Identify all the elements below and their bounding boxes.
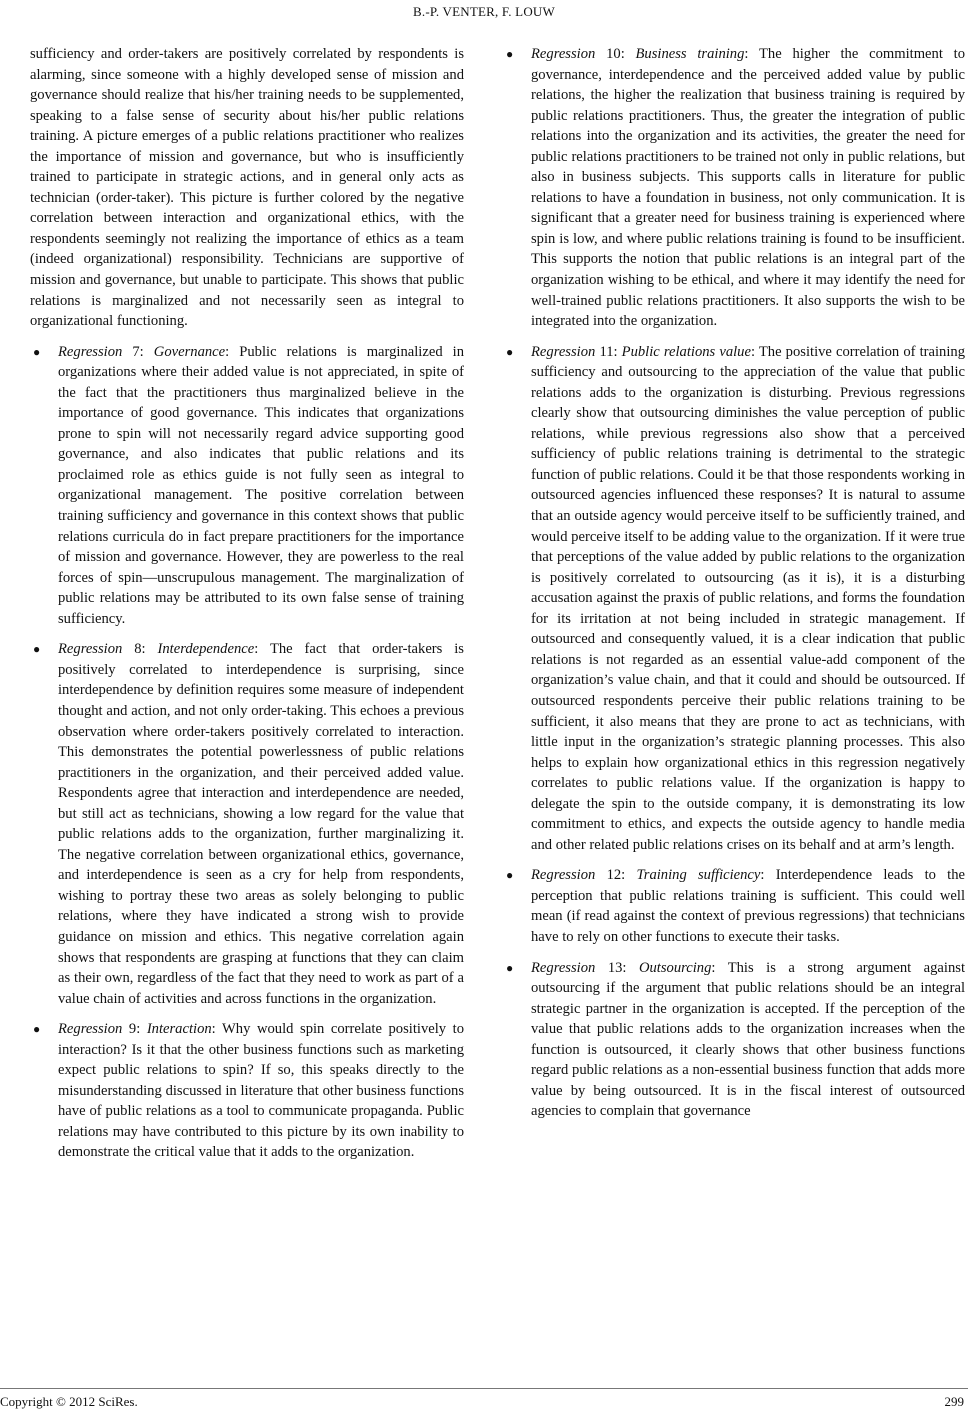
- bullet-icon: ●: [33, 1022, 41, 1037]
- regression-number: 8: [134, 641, 142, 658]
- regression-text: The positive correlation of training sufficiency and outsourcing to the appreciation of the value that public relations adds to the organization is disturbing. Previous regressions clearly show that outsourcing diminishes the value perception of public relations, while previous regressions also show that a perceived sufficiency of public relations training is detrimental to the strategic function of public relations. Could it be that those respondents working in outsourced agencies influenced these responses? It is natural to assume that an outside agency would perceive itself to be sufficiently trained, and would perceive itself to be adding value to the organization. If it were true that perceptions of the value added by public relations to the organization is positively correlated to outsourcing (as it is), it is a disturbing accusation against the praxis of public relations, and forms the foundation for its irritation at not being included in strategic management. If outsourced and consequently valued, it is a clear indication that public relations is not regarded as an essential value-add component of the organization’s value chain, and that it could and should be outsourced. If outsourced respondents perceive their public relations training to be sufficient, it also means that they are prone to act as technicians, with little input in the organization’s strategic planning processes. This also helps to explain how organizational ethics in this regression negatively correlates to public relations value. If the organization is happy to delegate the spin to the outside company, it is demonstrating its low commitment to ethics, and expects the outside agency to handle media and other related public relations crises on its behalf and at arm’s length.: [531, 343, 965, 853]
- regression-number: 9: [128, 1021, 137, 1038]
- regression-number: 10: [606, 46, 621, 62]
- bullet-icon: ●: [33, 642, 41, 657]
- regression-label: Regression: [531, 959, 596, 976]
- running-header: B.-P. VENTER, F. LOUW: [413, 4, 555, 19]
- bullet-icon: ●: [33, 344, 41, 359]
- regression-item-10: ● Regression 10: Business training: The higher the commitment to governance, interdependence and the perceived added value by public relations, the higher the realization that business training is required by public relations practitioners. Thus, the greater the integration of public relations into the organization and its activities, the greater the need for public relations practitioners to be trained not only in public relations, but also in business subjects. This supports calls in literature for public relations to have a foundation in business, not only communication. It is significant that a greater need for business training is experienced where spin is low, and where public relations training is found to be insufficient. This supports the notion that public relations is an integral part of the organization wishing to be ethical, and where it may identify the need for well-trained public relations practitioners. It also supports the wish to be integrated into the organization.: [506, 46, 965, 330]
- copyright-notice: Copyright © 2012 SciRes.: [0, 1394, 138, 1409]
- regression-text: The fact that order-takers is positively correlated to interdependence is surprising, since interdependence by definition requires some measure of independent thought and action, and not only order-taking. This echoes a previous observation where order-takers positively correlated to interaction. This demonstrates the potential powerlessness of public relations practitioners in the organization, and their perceived added value. Respondents agree that interaction and interdependence are needed, but still act as technicians, showing a low regard for the value that public relations adds to the organization, further marginalizing it. The negative correlation between organizational ethics, governance, and interdependence is seen as a cry for help from respondents, wishing to portray these two areas as solely belonging to public relations, where they have indicated a strong wish to provide guidance on mission and ethics. This negative correlation again shows that respondents are grasping at functions that they can claim as their own, regardless of the fact that they need to work as part of a value chain of activities and across functions in the organization.: [58, 641, 464, 1007]
- regression-list-right: [503, 44, 965, 1122]
- bullet-icon: ●: [506, 344, 514, 359]
- bullet-icon: ●: [506, 47, 514, 61]
- regression-text: Interdependence leads to the perception that public relations training is sufficient. This could well mean (if read against the context of previous regressions) that technicians have to rely on other functions to execute their tasks.: [531, 867, 965, 945]
- regression-label: Regression: [531, 343, 596, 360]
- regression-label: Regression: [58, 343, 123, 360]
- regression-label: Regression: [58, 1021, 123, 1038]
- page-number: 299: [944, 1394, 964, 1409]
- regression-number: 11: [599, 343, 614, 360]
- regression-item-8: ● Regression 8: Interdependence: The fact that order-takers is positively correlated to interdependence is surprising, since interdependence by definition requires some measure of independent thought and action, and not only order-taking. This echoes a previous observation where order-takers positively correlated to interaction. This demonstrates the potential powerlessness of public relations practitioners in the organization, and their perceived added value. Respondents agree that interaction and interdependence are needed, but still act as technicians, showing a low regard for the value that public relations adds to the organization, further marginalizing it. The negative correlation between organizational ethics, governance, and interdependence is seen as a cry for help from respondents, wishing to portray these two areas as solely belonging to public relations, where they have indicated a strong wish to provide guidance on mission and ethics. This negative correlation again shows that respondents are grasping at functions that they can claim as their own, regardless of the fact that they need to work as part of a value chain of activities and across functions in the organization.: [33, 641, 464, 1007]
- regression-number: 13: [607, 959, 623, 976]
- regression-topic: Governance: [153, 343, 226, 360]
- regression-text: This is a strong argument against outsourcing if the argument that public relations should be an integral strategic partner in the organization is accepted. If the perception of the value that public relations adds to the organization increases when the function is outsourced, it clearly shows that other business functions regard public relations as a non-essential business function that adds more value by being outsourced. It is in the fiscal interest of outsourced agencies to complain that governance: [531, 959, 965, 1120]
- regression-item-9: ● Regression 9: Interaction: Why would spin correlate positively to interaction? Is it that the other business functions such as marketing expect public relations to spin? If so, this speaks directly to the misunderstanding discussed in literature that other business functions have of public relations as a tool to communicate propaganda. Public relations may have contributed to this picture by its own inability to demonstrate the critical value that it adds to the organization.: [33, 1021, 464, 1161]
- regression-topic: Business training: [635, 46, 745, 62]
- right-column: [503, 44, 965, 1122]
- regression-item-12: ● Regression 12: Training sufficiency: Interdependence leads to the perception that public relations training is sufficient. This could well mean (if read against the context of previous regressions) that technicians have to rely on other functions to execute their tasks.: [506, 867, 965, 945]
- regression-topic: Interdependence: [157, 641, 255, 658]
- regression-text: Public relations is marginalized in organizations where their added value is not appreciated, in spite of the fact that the practitioners thus marginalized believe in the importance of good governance. This indicates that organizations prone to spin will not necessarily regard advice supporting good governance, and also indicates that public relations and its proclaimed role as ethics guide is not fully seen as integral to organizational management. The positive correlation between training sufficiency and governance in this context shows that public relations curricula do in fact prepare practitioners for the importance of mission and governance. However, they are powerless to the real forces of spin—unscrupulous management. The marginalization of public relations may be attributed to its own false sense of training sufficiency.: [58, 343, 465, 627]
- regression-topic: Outsourcing: [638, 959, 712, 976]
- regression-text: Why would spin correlate positively to interaction? Is it that the other business functions such as marketing expect public relations to spin? If so, this speaks directly to the misunderstanding discussed in literature that other business functions have of public relations as a tool to communicate propaganda. Public relations may have contributed to this picture by its own inability to demonstrate the critical value that it adds to the organization.: [58, 1021, 464, 1161]
- regression-label: Regression: [531, 867, 596, 884]
- regression-label: Regression: [531, 46, 596, 62]
- regression-topic: Interaction: [146, 1021, 212, 1038]
- regression-list-left: [30, 342, 464, 1163]
- left-column: [30, 44, 464, 1163]
- regression-number: 7: [132, 343, 140, 360]
- footer-divider: [0, 1388, 968, 1389]
- bullet-icon: ●: [506, 868, 514, 883]
- bullet-icon: ●: [506, 960, 514, 975]
- regression-item-11: ● Regression 11: Public relations value: The positive correlation of training sufficiency and outsourcing to the appreciation of the value that public relations adds to the organization is disturbing. Previous regressions clearly show that outsourcing diminishes the value perception of public relations, while previous regressions also show that a perceived sufficiency of public relations training is detrimental to the strategic function of public relations. Could it be that those respondents working in outsourced agencies influenced these responses? It is natural to assume that an outside agency would perceive itself to be sufficiently trained, and would perceive itself to be adding value to the organization. If it were true that perceptions of the value added by public relations to the organization is positively correlated to outsourcing (as it is), it is a disturbing accusation against the praxis of public relations, and forms the foundation for its irritation at not being included in strategic management. If outsourced and consequently valued, it is a clear indication that public relations is not regarded as an essential value-add component of the organization’s value chain, and that it could and should be outsourced. If outsourced respondents perceive their public relations training to be sufficient, it also means that they are prone to act as technicians, with little input in the organization’s strategic planning processes. This also helps to explain how organizational ethics in this regression negatively correlates to public relations value. If the organization is happy to delegate the spin to the outside company, it is demonstrating its low commitment to ethics, and expects the outside agency to handle media and other related public relations crises on its behalf and at arm’s length.: [506, 343, 965, 853]
- regression-label: Regression: [58, 641, 123, 658]
- regression-text: The higher the commitment to governance, interdependence and the perceived added value by public relations, the higher the realization that business training is required by public relations practitioners. Thus, the greater the integration of public relations into the organization and its activities, the greater the need for public relations practitioners to be trained not only in public relations, but also in business subjects. This supports calls in literature for public relations to have a foundation in business, not only communication. It is significant that a greater need for business training is experienced where spin is low, and where public relations training is found to be insufficient. This supports the notion that public relations is an integral part of the organization wishing to be ethical, and where it may identify the need for well-trained public relations practitioners. It also supports the wish to be integrated into the organization.: [531, 46, 965, 330]
- regression-topic: Public relations value: [621, 343, 751, 360]
- regression-number: 12: [606, 867, 622, 884]
- intro-paragraph: sufficiency and order-takers are positively correlated by respondents is alarming, since someone with a highly developed sense of mission and governance should realize that his/her training needs to be supplemented, speaking to a false sense of security about his/her public relations training. A picture emerges of a public relations practitioner who realizes the importance of mission and governance, but who is insufficiently trained to participate in strategic actions, and in general only acts as technician (order-taker). This picture is further colored by the negative correlation between interaction and organizational ethics, with the respondents seemingly not realizing the importance of ethics as a team (indeed organizational) responsibility. Technicians are supportive of mission and governance, but unable to participate. This shows that public relations is marginalized and not necessarily seen as integral to organizational functioning.: [30, 46, 464, 330]
- regression-item-7: ● Regression 7: Governance: Public relations is marginalized in organizations where their added value is not appreciated, in spite of the fact that the practitioners thus marginalized believe in the importance of good governance. This indicates that organizations prone to spin will not necessarily regard advice supporting good governance, and also indicates that public relations and its proclaimed role as ethics guide is not fully seen as integral to organizational management. The positive correlation between training sufficiency and governance in this context shows that public relations curricula do in fact prepare practitioners for the importance of mission and governance. However, they are powerless to the real forces of spin—unscrupulous management. The marginalization of public relations may be attributed to its own false sense of training sufficiency.: [33, 343, 465, 627]
- regression-topic: Training sufficiency: [636, 867, 761, 884]
- regression-item-13: ● Regression 13: Outsourcing: This is a strong argument against outsourcing if the argument that public relations should be an integral strategic partner in the organization is accepted. If the perception of the value that public relations adds to the organization increases when the function is outsourced, it clearly shows that other business functions regard public relations as a non-essential business function that adds more value by being outsourced. It is in the fiscal interest of outsourced agencies to complain that governance: [506, 959, 965, 1120]
